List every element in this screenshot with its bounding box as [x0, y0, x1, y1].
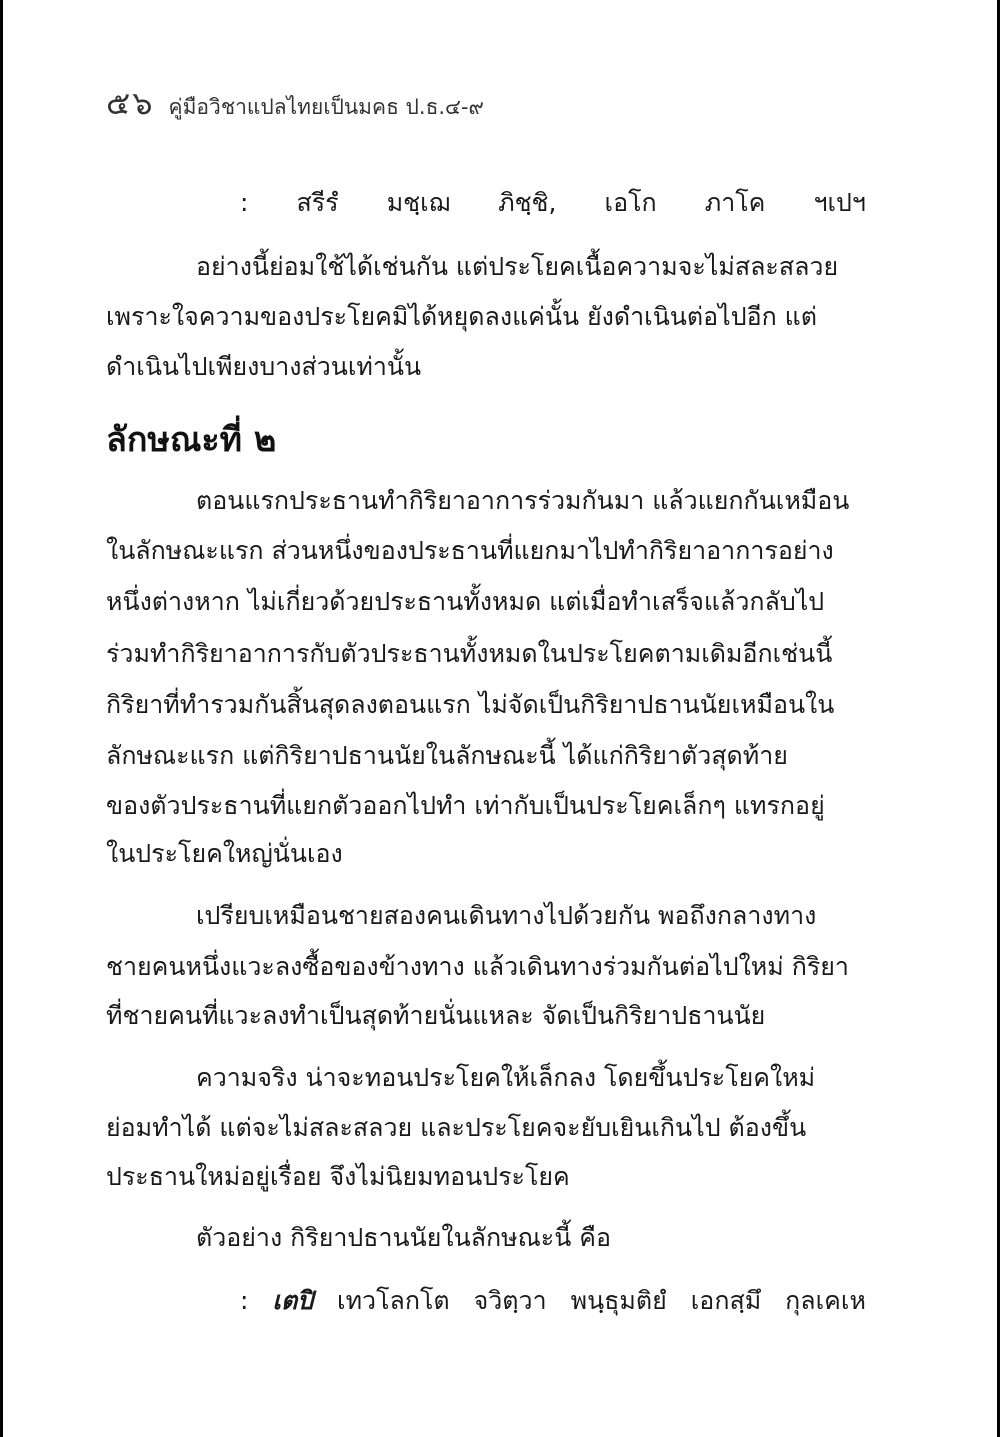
paragraph-2-line-3: หนึ่งต่างหาก ไม่เกี่ยวด้วยประธานทั้งหมด แต่เมื่อทำเสร็จแล้วกลับไป: [106, 587, 825, 616]
paragraph-3-line-3: ที่ชายคนที่แวะลงทำเป็นสุดท้ายนั่นแหละ จัดเป็นกิริยาปธานนัย: [106, 1001, 766, 1030]
paragraph-2-line-6: ลักษณะแรก แต่กิริยาปธานนัยในลักษณะนี้ ได้แก่กิริยาตัวสุดท้าย: [106, 741, 788, 770]
verse-colon: :: [240, 1286, 249, 1315]
paragraph-3-line-1: เปรียบเหมือนชายสองคนเดินทางไปด้วยกัน พอถึงกลางทาง: [196, 901, 817, 930]
verse-word: ภาโค: [704, 188, 766, 217]
section-heading: ลักษณะที่ ๒: [106, 420, 277, 460]
verse-lead-word: เตปิ: [272, 1286, 314, 1315]
pali-verse-1: [106, 188, 866, 218]
paragraph-4-line-2: ย่อมทำได้ แต่จะไม่สละสลวย และประโยคจะยับเยินเกินไป ต้องขึ้น: [106, 1113, 807, 1142]
pali-verse-2: [106, 1286, 866, 1316]
verse-word: ฯเปฯ: [813, 188, 866, 217]
verse-word: เอโก: [604, 188, 657, 217]
paragraph-2-line-8: ในประโยคใหญ่นั่นเอง: [106, 839, 343, 868]
page-number: ๕๖: [106, 84, 155, 122]
verse-word: มชฺเฌ: [386, 188, 451, 217]
paragraph-2-line-2: ในลักษณะแรก ส่วนหนึ่งของประธานที่แยกมาไปทำกิริยาอาการอย่าง: [106, 536, 834, 565]
paragraph-4-line-1: ความจริง น่าจะทอนประโยคให้เล็กลง โดยขึ้นประโยคใหม่: [196, 1063, 816, 1092]
paragraph-5: ตัวอย่าง กิริยาปธานนัยในลักษณะนี้ คือ: [196, 1223, 612, 1252]
verse-word: กุลเคเห: [785, 1286, 866, 1315]
verse-word: เทวโลกโต: [337, 1286, 450, 1315]
paragraph-4-line-3: ประธานใหม่อยู่เรื่อย จึงไม่นิยมทอนประโยค: [106, 1162, 570, 1191]
paragraph-2-line-5: กิริยาที่ทำรวมกันสิ้นสุดลงตอนแรก ไม่จัดเป็นกิริยาปธานนัยเหมือนใน: [106, 690, 835, 719]
paragraph-1-line-2: เพราะใจความของประโยคมิได้หยุดลงแค่นั้น ยังดำเนินต่อไปอีก แต่: [106, 302, 818, 331]
running-title: คู่มือวิชาแปลไทยเป็นมคธ ป.ธ.๔-๙: [168, 95, 484, 119]
paragraph-1-line-3: ดำเนินไปเพียงบางส่วนเท่านั้น: [106, 352, 422, 381]
verse-word: เอกสฺมึ: [690, 1286, 762, 1315]
paragraph-2-line-4: ร่วมทำกิริยาอาการกับตัวประธานทั้งหมดในประโยคตามเดิมอีกเช่นนี้: [106, 639, 833, 668]
verse-word: สรีรํ: [296, 188, 339, 217]
verse-word: จวิตฺวา: [473, 1286, 547, 1315]
paragraph-1-line-1: อย่างนี้ย่อมใช้ได้เช่นกัน แต่ประโยคเนื้อความจะไม่สละสลวย: [196, 252, 839, 281]
paragraph-2-line-1: ตอนแรกประธานทำกิริยาอาการร่วมกันมา แล้วแยกกันเหมือน: [196, 486, 850, 515]
verse-word: พนฺธุมติยํ: [570, 1286, 667, 1315]
paragraph-3-line-2: ชายคนหนึ่งแวะลงซื้อของข้างทาง แล้วเดินทางร่วมกันต่อไปใหม่ กิริยา: [106, 952, 849, 981]
verse-colon: :: [240, 188, 249, 217]
verse-word: ภิชฺชิ,: [498, 188, 557, 217]
paragraph-2-line-7: ของตัวประธานที่แยกตัวออกไปทำ เท่ากับเป็นประโยคเล็กๆ แทรกอยู่: [106, 791, 825, 820]
page-header: [106, 78, 484, 129]
